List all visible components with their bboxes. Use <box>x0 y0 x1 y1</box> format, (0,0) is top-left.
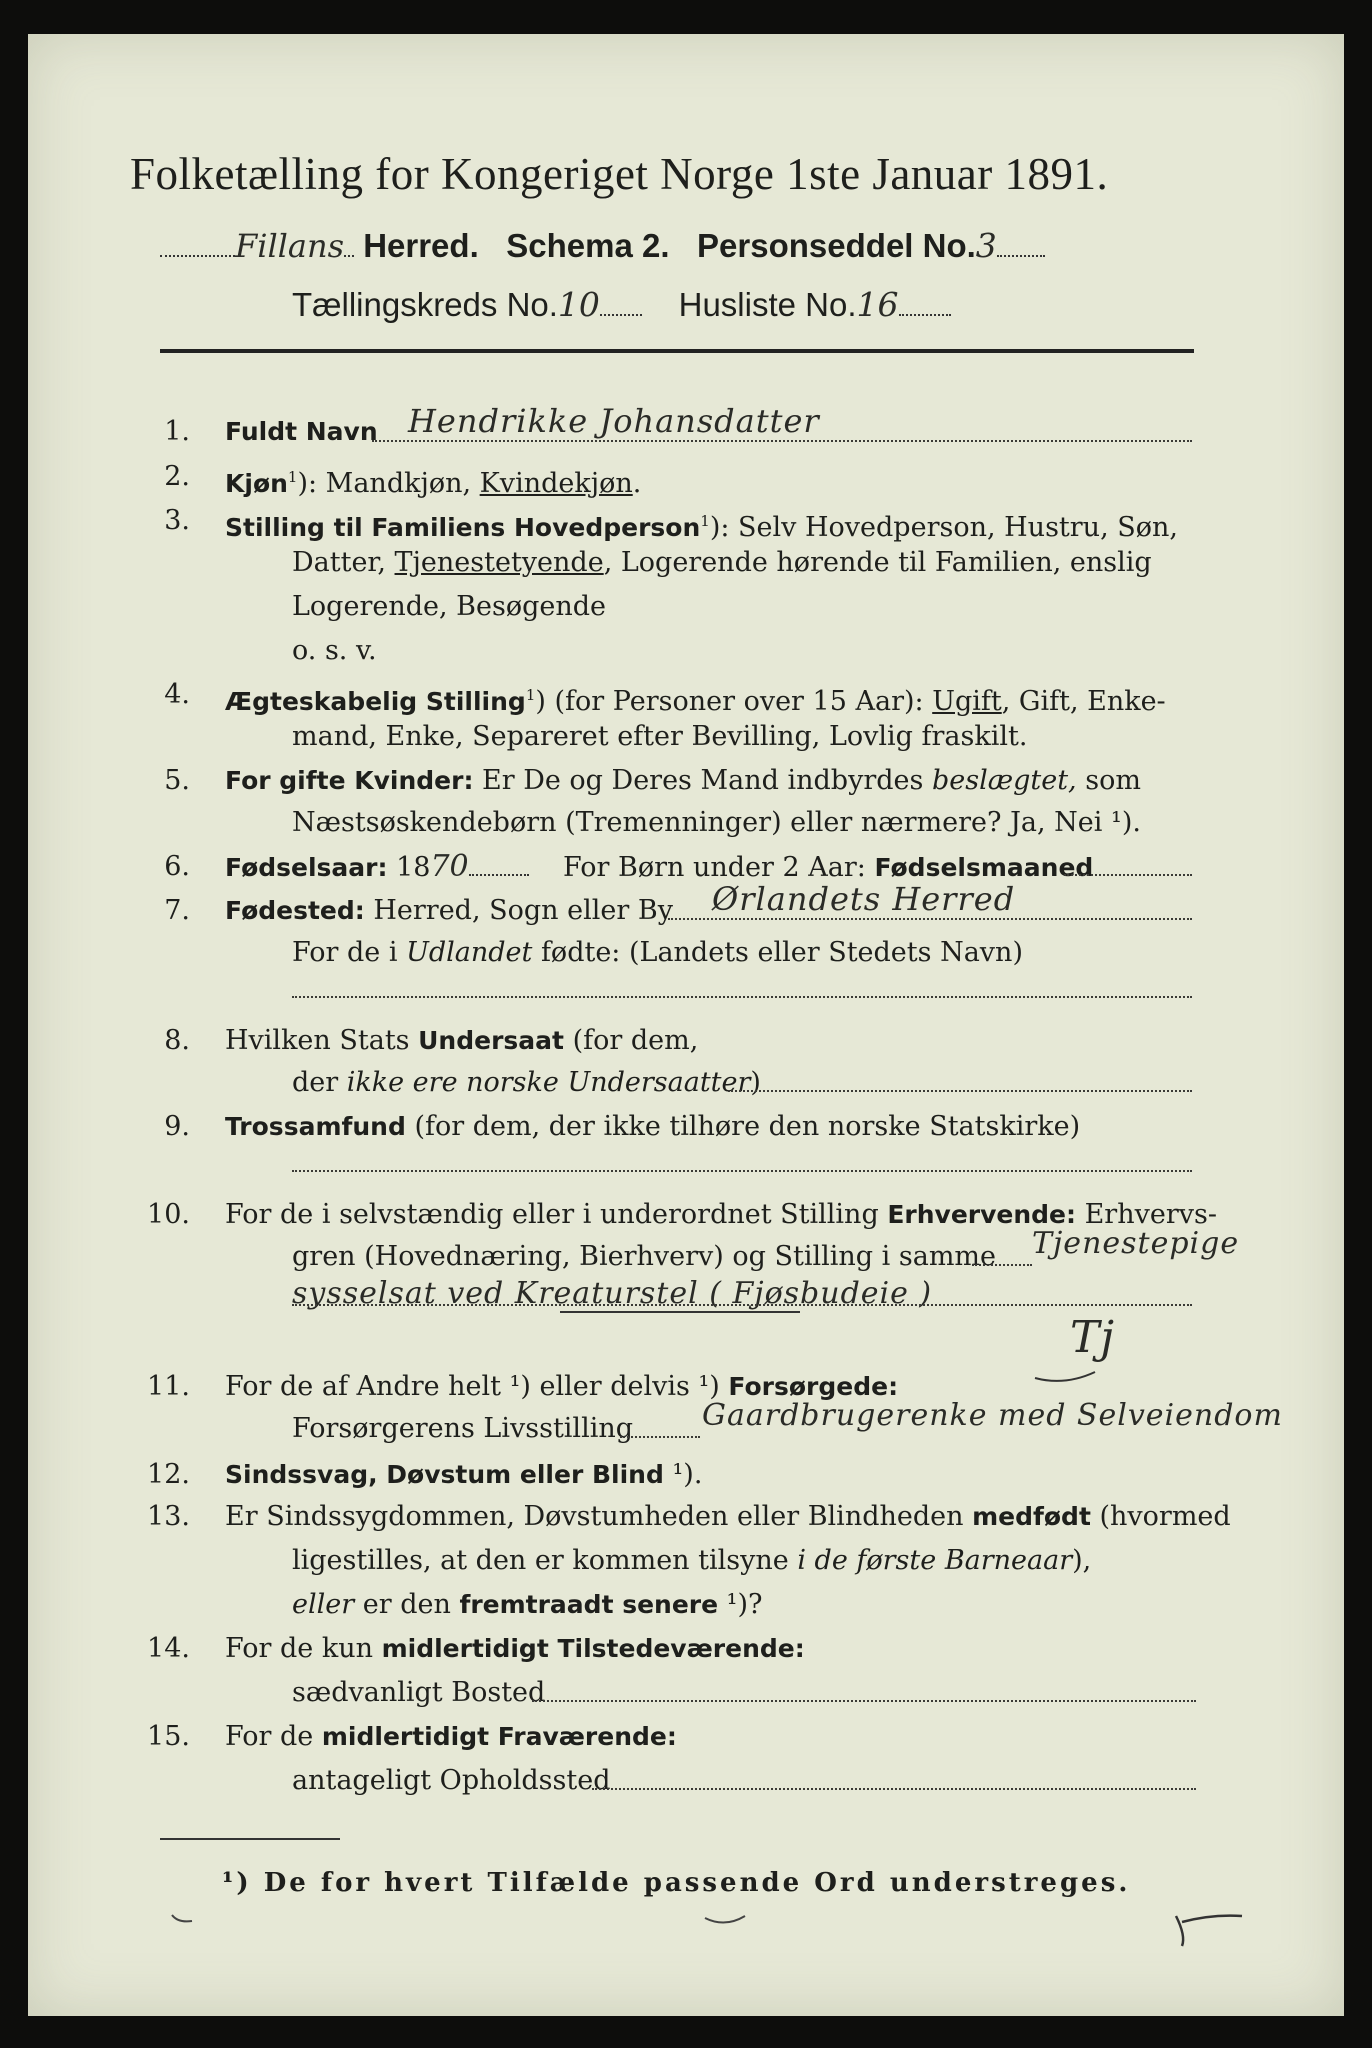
erhverv-code: Tj <box>1070 1312 1115 1363</box>
herred-label: Herred. <box>363 227 479 264</box>
erhverv-value-2: sysselsat ved Kreaturstel ( Fjøsbudeie ) <box>292 1276 933 1311</box>
item-10: 10. For de i selvstændig eller i underordnet Stilling Erhvervende: Erhvervs- <box>147 1199 1217 1230</box>
item-7: 7. Fødested: Herred, Sogn eller By <box>164 895 673 926</box>
personseddel-value: 3 <box>975 226 997 265</box>
item-2: 2. Kjøn$^1$): Mandkjøn, Kvindekjøn. <box>164 461 642 499</box>
item-6: 6. Fødselsaar: 1870 For Børn under 2 Aar: Fødselsmaaned <box>164 849 1094 884</box>
personseddel-label: Personseddel No. <box>697 227 976 264</box>
item-9: 9. Trossamfund (for dem, der ikke tilhøre den norske Statskirke) <box>164 1111 1081 1142</box>
item-14: 14. For de kun midlertidigt Tilstedeværende: <box>147 1633 805 1664</box>
husliste-value: 16 <box>856 285 899 324</box>
fuldt-navn-label: Fuldt Navn <box>225 417 378 446</box>
footnote: ¹) De for hvert Tilfælde passende Ord understreges. <box>222 1868 1131 1898</box>
kreds-value: 10 <box>557 285 600 324</box>
herred-value: Fillans <box>235 227 345 265</box>
item-11: 11. For de af Andre helt ¹) eller delvis ¹) Forsørgede: <box>147 1371 899 1402</box>
fuldt-navn-value: Hendrikke Johansdatter <box>408 402 820 440</box>
fodselsaar-value: 70 <box>430 849 469 884</box>
erhverv-value-1: Tjenestepige <box>1032 1226 1240 1261</box>
item-8: 8. Hvilken Stats Undersaat (for dem, <box>164 1025 699 1056</box>
kreds-label: Tællingskreds No. <box>292 286 558 323</box>
item-12: 12. Sindssvag, Døvstum eller Blind ¹). <box>147 1459 703 1490</box>
item-13: 13. Er Sindssygdommen, Døvstumheden eller Blindheden medfødt (hvormed <box>147 1501 1231 1532</box>
item-4: 4. Ægteskabelig Stilling$^1$) (for Personer over 15 Aar): Ugift, Gift, Enke- <box>164 679 1166 717</box>
schema-label: Schema 2. <box>506 227 670 264</box>
husliste-label: Husliste No. <box>678 286 857 323</box>
item-3: 3. Stilling til Familiens Hovedperson$^1$): Selv Hovedperson, Hustru, Søn, <box>164 505 1178 543</box>
fodested-value: Ørlandets Herred <box>712 880 1016 918</box>
item-15: 15. For de midlertidigt Fraværende: <box>147 1721 677 1752</box>
item-5: 5. For gifte Kvinder: Er De og Deres Mand indbyrdes beslægtet, som <box>164 765 1141 796</box>
form-title: Folketælling for Kongeriget Norge 1ste Januar 1891. <box>130 149 1109 199</box>
forsorger-value: Gaardbrugerenke med Selveiendom <box>702 1398 1283 1433</box>
item-1: 1. Fuldt Navn <box>164 416 378 447</box>
